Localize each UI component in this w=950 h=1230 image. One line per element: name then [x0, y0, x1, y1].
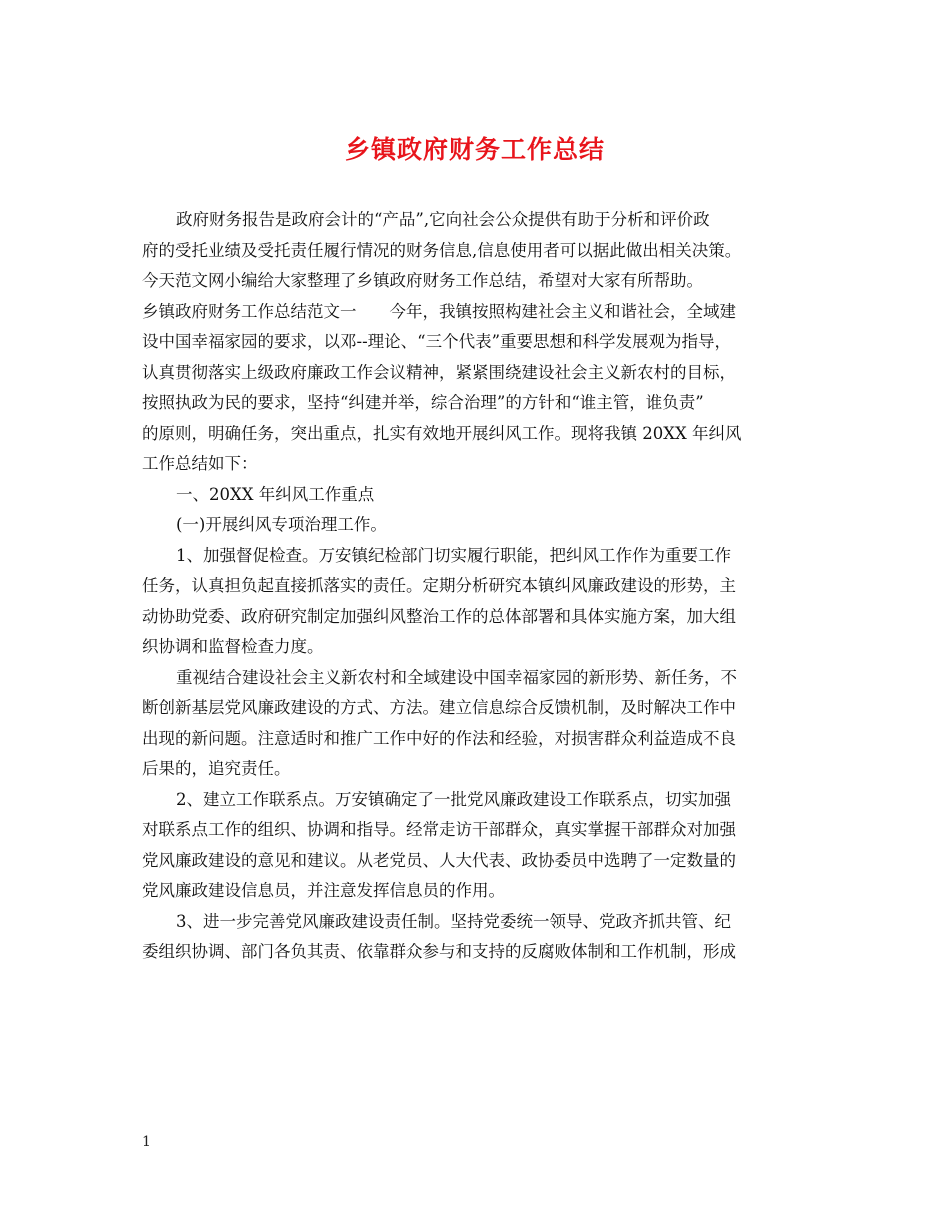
paragraph-line: 任务，认真担负起直接抓落实的责任。定期分析研究本镇纠风廉政建设的形势，主 [142, 576, 736, 595]
paragraph-line: 政府财务报告是政府会计的“产品”,它向社会公众提供有助于分析和评价政 [176, 210, 710, 229]
paragraph-line: 出现的新问题。注意适时和推广工作中好的作法和经验，对损害群众利益造成不良 [142, 728, 736, 748]
paragraph-line: 动协助党委、政府研究制定加强纠风整治工作的总体部署和具体实施方案，加大组 [142, 606, 736, 626]
paragraph-line: 断创新基层党风廉政建设的方式、方法。建立信息综合反馈机制，及时解决工作中 [142, 698, 736, 717]
paragraph-line: 党风廉政建设的意见和建议。从老党员、人大代表、政协委员中选聘了一定数量的 [142, 850, 736, 870]
paragraph-line: 委组织协调、部门各负其责、依靠群众参与和支持的反腐败体制和工作机制，形成 [142, 942, 736, 961]
paragraph-line: 乡镇政府财务工作总结范文一 今年，我镇按照构建社会主义和谐社会，全域建 [142, 301, 736, 321]
paragraph-line: 1、加强督促检查。万安镇纪检部门切实履行职能，把纠风工作作为重要工作 [176, 545, 731, 565]
paragraph-line: 党风廉政建设信息员，并注意发挥信息员的作用。 [142, 881, 505, 900]
paragraph-line: 后果的，追究责任。 [142, 759, 291, 778]
document-title: 乡镇政府财务工作总结 [344, 135, 605, 164]
page-number: 1 [142, 1134, 151, 1150]
paragraph-line: 工作总结如下： [142, 454, 258, 473]
paragraph-line: 2、建立工作联系点。万安镇确定了一批党风廉政建设工作联系点，切实加强 [176, 789, 731, 809]
paragraph-line: 府的受托业绩及受托责任履行情况的财务信息,信息使用者可以据此做出相关决策。 [142, 240, 742, 260]
document-body [142, 205, 814, 968]
paragraph-line: 3、进一步完善党风廉政建设责任制。坚持党委统一领导、党政齐抓共管、纪 [176, 911, 731, 931]
paragraph-line: 设中国幸福家园的要求，以邓--理论、“三个代表”重要思想和科学发展观为指导， [142, 332, 732, 351]
paragraph-line: 的原则，明确任务，突出重点，扎实有效地开展纠风工作。现将我镇 20XX 年纠风 [142, 423, 742, 443]
paragraph-line: 对联系点工作的组织、协调和指导。经常走访干部群众，真实掌握干部群众对加强 [142, 820, 736, 839]
subsection-heading: (一)开展纠风专项治理工作。 [176, 515, 387, 534]
paragraph-line: 今天范文网小编给大家整理了乡镇政府财务工作总结，希望对大家有所帮助。 [142, 271, 703, 290]
paragraph-line: 认真贯彻落实上级政府廉政工作会议精神，紧紧围绕建设社会主义新农村的目标， [142, 362, 736, 382]
paragraph-line: 重视结合建设社会主义新农村和全域建设中国幸福家园的新形势、新任务，不 [176, 667, 737, 687]
paragraph-line: 按照执政为民的要求，坚持“纠建并举，综合治理”的方针和“谁主管，谁负责” [142, 393, 704, 412]
section-heading: 一、20XX 年纠风工作重点 [176, 484, 375, 504]
paragraph-line: 织协调和监督检查力度。 [142, 637, 324, 656]
